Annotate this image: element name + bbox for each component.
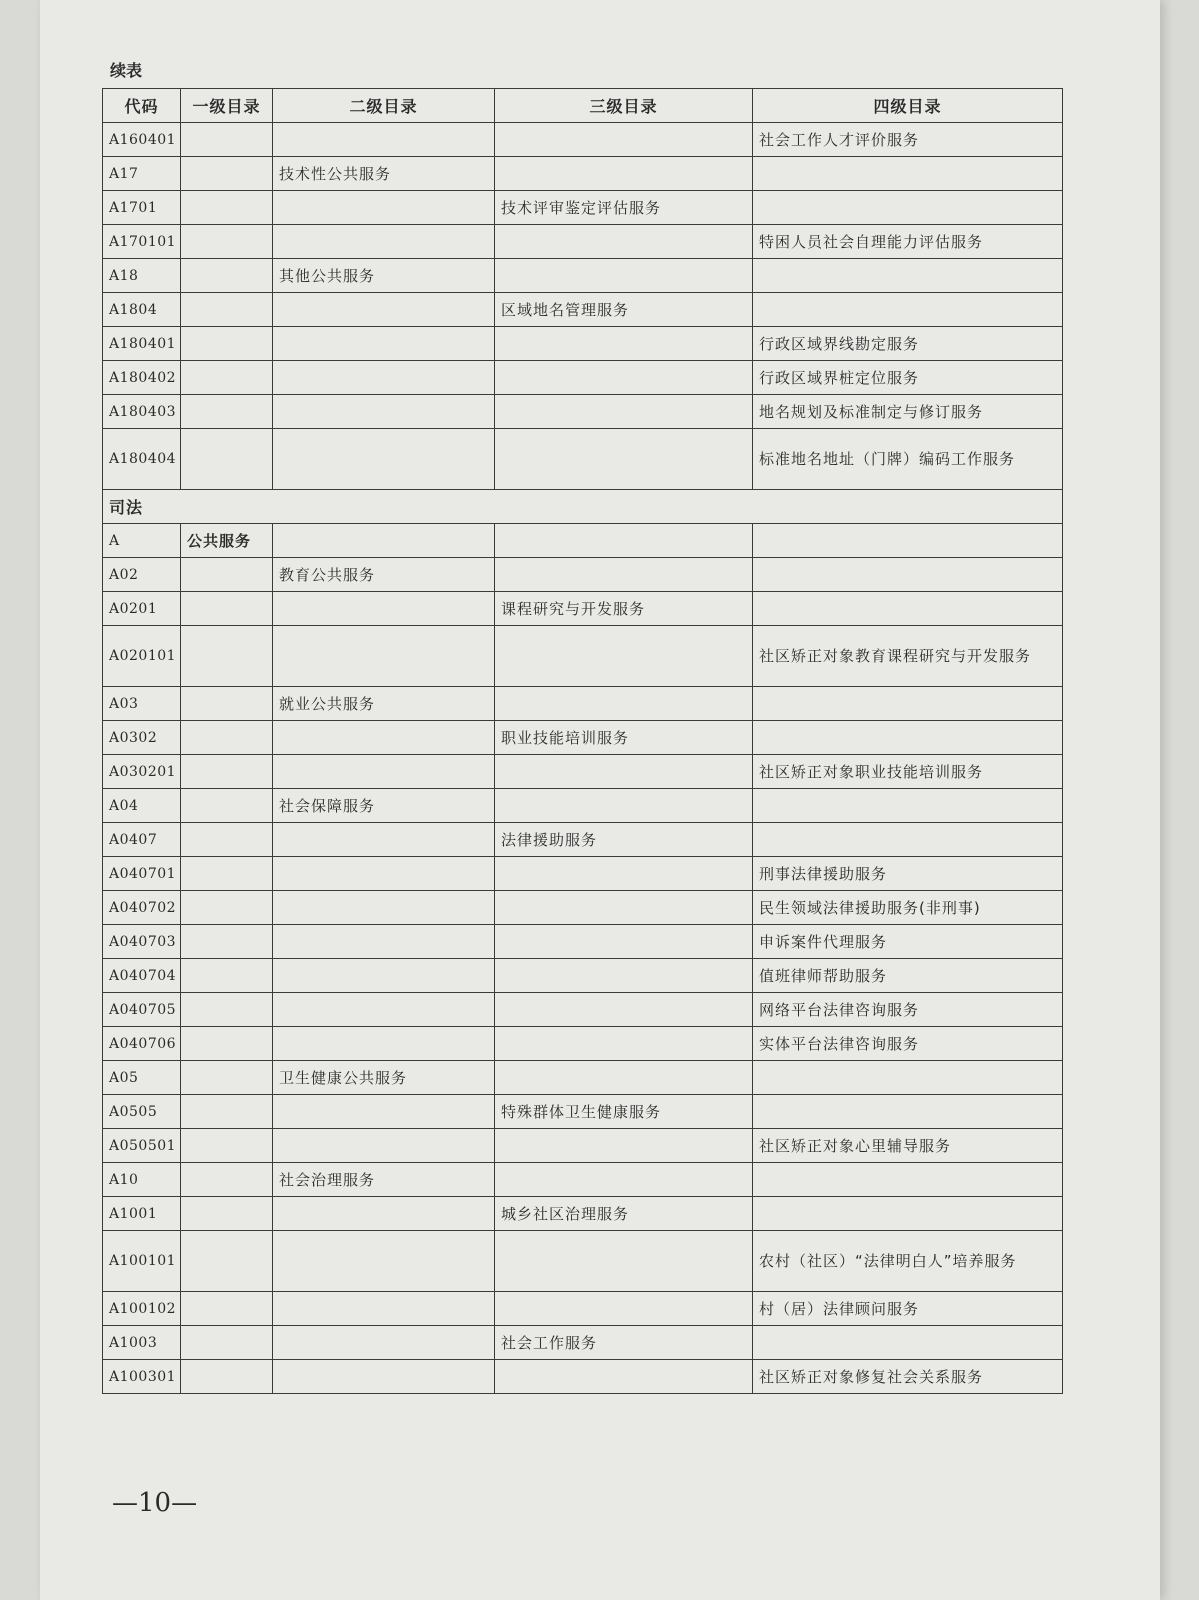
table-row xyxy=(103,592,1063,626)
row-level4: 实体平台法律咨询服务 xyxy=(753,1027,1063,1061)
row-level4: 社区矫正对象心里辅导服务 xyxy=(753,1129,1063,1163)
table-row xyxy=(103,959,1063,993)
row-level1 xyxy=(181,857,273,891)
table-body xyxy=(103,123,1063,1394)
row-code: A040705 xyxy=(103,993,181,1027)
row-level2 xyxy=(273,123,495,157)
row-level3: 社会工作服务 xyxy=(495,1326,753,1360)
row-level1 xyxy=(181,1163,273,1197)
row-level4 xyxy=(753,558,1063,592)
row-level1 xyxy=(181,1360,273,1394)
row-level3 xyxy=(495,429,753,490)
table-row xyxy=(103,755,1063,789)
row-level4 xyxy=(753,157,1063,191)
row-code: A020101 xyxy=(103,626,181,687)
row-level4: 行政区域界桩定位服务 xyxy=(753,361,1063,395)
row-level4 xyxy=(753,789,1063,823)
row-code: A050501 xyxy=(103,1129,181,1163)
row-level2 xyxy=(273,823,495,857)
row-level2 xyxy=(273,1095,495,1129)
row-level4: 社区矫正对象修复社会关系服务 xyxy=(753,1360,1063,1394)
table-row xyxy=(103,191,1063,225)
row-level1: 公共服务 xyxy=(181,524,273,558)
row-code: A170101 xyxy=(103,225,181,259)
row-level4: 社会工作人才评价服务 xyxy=(753,123,1063,157)
row-level1 xyxy=(181,327,273,361)
table-row xyxy=(103,293,1063,327)
row-level1 xyxy=(181,225,273,259)
row-level4 xyxy=(753,687,1063,721)
row-level2 xyxy=(273,429,495,490)
table-row xyxy=(103,721,1063,755)
row-code: A04 xyxy=(103,789,181,823)
row-level3 xyxy=(495,123,753,157)
row-level4: 地名规划及标准制定与修订服务 xyxy=(753,395,1063,429)
row-level3 xyxy=(495,993,753,1027)
row-level3: 区域地名管理服务 xyxy=(495,293,753,327)
row-level1 xyxy=(181,891,273,925)
row-level2 xyxy=(273,1129,495,1163)
row-code: A180404 xyxy=(103,429,181,490)
row-level4 xyxy=(753,1163,1063,1197)
table-row xyxy=(103,327,1063,361)
row-level2 xyxy=(273,327,495,361)
table-row xyxy=(103,626,1063,687)
row-level4 xyxy=(753,823,1063,857)
row-level1 xyxy=(181,191,273,225)
row-level3 xyxy=(495,1231,753,1292)
row-level3: 特殊群体卫生健康服务 xyxy=(495,1095,753,1129)
row-level2: 就业公共服务 xyxy=(273,687,495,721)
row-level4: 刑事法律援助服务 xyxy=(753,857,1063,891)
row-level2 xyxy=(273,857,495,891)
row-level1 xyxy=(181,789,273,823)
table-row xyxy=(103,993,1063,1027)
row-level1 xyxy=(181,721,273,755)
table-row xyxy=(103,157,1063,191)
row-level1 xyxy=(181,361,273,395)
row-level3: 职业技能培训服务 xyxy=(495,721,753,755)
row-level3 xyxy=(495,1360,753,1394)
table-row xyxy=(103,891,1063,925)
row-level3 xyxy=(495,755,753,789)
row-level3 xyxy=(495,789,753,823)
row-level3 xyxy=(495,225,753,259)
row-level2 xyxy=(273,225,495,259)
header-level4: 四级目录 xyxy=(753,89,1063,123)
row-level1 xyxy=(181,293,273,327)
row-level1 xyxy=(181,1326,273,1360)
row-level2 xyxy=(273,1292,495,1326)
row-level1 xyxy=(181,1095,273,1129)
row-level2 xyxy=(273,361,495,395)
row-level2: 社会治理服务 xyxy=(273,1163,495,1197)
row-level2 xyxy=(273,1231,495,1292)
header-level3: 三级目录 xyxy=(495,89,753,123)
row-level4: 社区矫正对象教育课程研究与开发服务 xyxy=(753,626,1063,687)
row-level1 xyxy=(181,123,273,157)
row-level2: 教育公共服务 xyxy=(273,558,495,592)
row-level3: 法律援助服务 xyxy=(495,823,753,857)
row-level4: 网络平台法律咨询服务 xyxy=(753,993,1063,1027)
row-code: A100102 xyxy=(103,1292,181,1326)
header-level2: 二级目录 xyxy=(273,89,495,123)
table-row xyxy=(103,823,1063,857)
row-level4 xyxy=(753,259,1063,293)
row-level2 xyxy=(273,626,495,687)
row-level4: 民生领域法律援助服务(非刑事) xyxy=(753,891,1063,925)
row-level2 xyxy=(273,524,495,558)
table-row xyxy=(103,361,1063,395)
table-row xyxy=(103,687,1063,721)
header-code: 代码 xyxy=(103,89,181,123)
page-number: —10— xyxy=(112,1488,198,1518)
table-row xyxy=(103,789,1063,823)
row-level2 xyxy=(273,993,495,1027)
table-row xyxy=(103,1129,1063,1163)
row-level1 xyxy=(181,1197,273,1231)
row-level4 xyxy=(753,1061,1063,1095)
row-level2: 其他公共服务 xyxy=(273,259,495,293)
row-level3 xyxy=(495,1292,753,1326)
row-level1 xyxy=(181,755,273,789)
row-level1 xyxy=(181,592,273,626)
row-level1 xyxy=(181,626,273,687)
row-level3 xyxy=(495,361,753,395)
row-level3 xyxy=(495,1129,753,1163)
table-row xyxy=(103,1326,1063,1360)
row-level4: 村（居）法律顾问服务 xyxy=(753,1292,1063,1326)
row-code: A160401 xyxy=(103,123,181,157)
section-row xyxy=(103,490,1063,524)
row-level3 xyxy=(495,558,753,592)
row-level3: 城乡社区治理服务 xyxy=(495,1197,753,1231)
row-code: A030201 xyxy=(103,755,181,789)
row-level1 xyxy=(181,1129,273,1163)
row-level1 xyxy=(181,429,273,490)
header-row xyxy=(103,89,1063,123)
row-level3 xyxy=(495,687,753,721)
row-code: A040704 xyxy=(103,959,181,993)
row-level3: 技术评审鉴定评估服务 xyxy=(495,191,753,225)
document-page xyxy=(40,0,1160,1600)
row-level4 xyxy=(753,1095,1063,1129)
row-level4: 值班律师帮助服务 xyxy=(753,959,1063,993)
row-level3 xyxy=(495,327,753,361)
row-code: A0407 xyxy=(103,823,181,857)
row-level4 xyxy=(753,721,1063,755)
row-code: A10 xyxy=(103,1163,181,1197)
row-level3 xyxy=(495,524,753,558)
table-row xyxy=(103,259,1063,293)
row-level3 xyxy=(495,1027,753,1061)
row-code: A1701 xyxy=(103,191,181,225)
row-level2 xyxy=(273,891,495,925)
table-row xyxy=(103,1061,1063,1095)
row-level4 xyxy=(753,1197,1063,1231)
row-code: A040703 xyxy=(103,925,181,959)
table-row xyxy=(103,1095,1063,1129)
row-code: A17 xyxy=(103,157,181,191)
row-level4: 行政区域界线勘定服务 xyxy=(753,327,1063,361)
row-level2 xyxy=(273,721,495,755)
row-code: A18 xyxy=(103,259,181,293)
row-level1 xyxy=(181,1292,273,1326)
row-code: A040701 xyxy=(103,857,181,891)
row-level1 xyxy=(181,959,273,993)
row-level3 xyxy=(495,959,753,993)
table-row xyxy=(103,857,1063,891)
row-code: A1001 xyxy=(103,1197,181,1231)
row-level1 xyxy=(181,558,273,592)
row-level3 xyxy=(495,626,753,687)
row-level2 xyxy=(273,755,495,789)
row-level1 xyxy=(181,1061,273,1095)
row-level2 xyxy=(273,1027,495,1061)
row-level2 xyxy=(273,925,495,959)
row-level3 xyxy=(495,1061,753,1095)
row-code: A180401 xyxy=(103,327,181,361)
table-row xyxy=(103,1163,1063,1197)
table-row xyxy=(103,1292,1063,1326)
row-code: A040702 xyxy=(103,891,181,925)
row-code: A0505 xyxy=(103,1095,181,1129)
row-level2 xyxy=(273,395,495,429)
header-level1: 一级目录 xyxy=(181,89,273,123)
row-level3 xyxy=(495,891,753,925)
table-row xyxy=(103,524,1063,558)
row-level2: 社会保障服务 xyxy=(273,789,495,823)
row-level3 xyxy=(495,857,753,891)
catalog-table xyxy=(102,88,1063,1394)
row-level2 xyxy=(273,959,495,993)
row-level1 xyxy=(181,823,273,857)
row-level3: 课程研究与开发服务 xyxy=(495,592,753,626)
row-level1 xyxy=(181,1231,273,1292)
row-level1 xyxy=(181,993,273,1027)
row-code: A180403 xyxy=(103,395,181,429)
row-level3 xyxy=(495,259,753,293)
row-code: A xyxy=(103,524,181,558)
row-level2 xyxy=(273,1360,495,1394)
table-row xyxy=(103,1231,1063,1292)
row-level3 xyxy=(495,157,753,191)
row-level2 xyxy=(273,1326,495,1360)
section-label: 司法 xyxy=(103,490,1063,524)
row-code: A100101 xyxy=(103,1231,181,1292)
row-code: A100301 xyxy=(103,1360,181,1394)
table-row xyxy=(103,1360,1063,1394)
row-level4 xyxy=(753,293,1063,327)
row-level1 xyxy=(181,1027,273,1061)
row-level4: 特困人员社会自理能力评估服务 xyxy=(753,225,1063,259)
row-level2 xyxy=(273,293,495,327)
continuation-label: 续表 xyxy=(110,61,143,80)
table-row xyxy=(103,1027,1063,1061)
table-row xyxy=(103,123,1063,157)
row-code: A180402 xyxy=(103,361,181,395)
row-level4: 标准地名地址（门牌）编码工作服务 xyxy=(753,429,1063,490)
row-level3 xyxy=(495,925,753,959)
row-level1 xyxy=(181,687,273,721)
table-row xyxy=(103,429,1063,490)
row-level4 xyxy=(753,191,1063,225)
row-code: A02 xyxy=(103,558,181,592)
row-level2 xyxy=(273,592,495,626)
row-level1 xyxy=(181,925,273,959)
row-code: A05 xyxy=(103,1061,181,1095)
table-row xyxy=(103,225,1063,259)
row-code: A1003 xyxy=(103,1326,181,1360)
table-row xyxy=(103,395,1063,429)
row-level2 xyxy=(273,191,495,225)
row-code: A03 xyxy=(103,687,181,721)
row-level4 xyxy=(753,524,1063,558)
row-level4 xyxy=(753,592,1063,626)
table-row xyxy=(103,1197,1063,1231)
row-level3 xyxy=(495,1163,753,1197)
row-level4 xyxy=(753,1326,1063,1360)
row-level2 xyxy=(273,1197,495,1231)
row-level1 xyxy=(181,259,273,293)
table-row xyxy=(103,558,1063,592)
row-level1 xyxy=(181,395,273,429)
row-level2: 技术性公共服务 xyxy=(273,157,495,191)
row-level4: 农村（社区）“法律明白人”培养服务 xyxy=(753,1231,1063,1292)
row-code: A040706 xyxy=(103,1027,181,1061)
row-level4: 社区矫正对象职业技能培训服务 xyxy=(753,755,1063,789)
row-level3 xyxy=(495,395,753,429)
row-level2: 卫生健康公共服务 xyxy=(273,1061,495,1095)
row-code: A0302 xyxy=(103,721,181,755)
table-row xyxy=(103,925,1063,959)
row-level1 xyxy=(181,157,273,191)
row-level4: 申诉案件代理服务 xyxy=(753,925,1063,959)
row-code: A0201 xyxy=(103,592,181,626)
row-code: A1804 xyxy=(103,293,181,327)
